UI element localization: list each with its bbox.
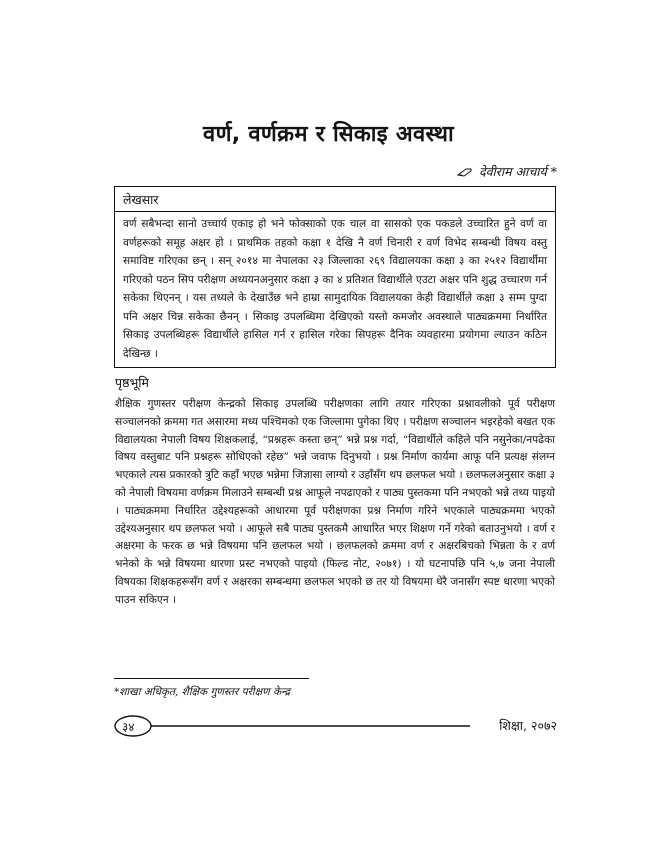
author-line bbox=[457, 163, 557, 180]
background-heading: पृष्ठभूमि bbox=[115, 375, 149, 390]
journal-name: शिक्षा, २०७२ bbox=[499, 718, 557, 733]
abstract-heading: लेखसार bbox=[123, 192, 159, 207]
page-number: ३४ bbox=[122, 720, 135, 734]
author-name: देवीराम आचार्य * bbox=[478, 164, 557, 179]
background-body: शैक्षिक गुणस्तर परीक्षण केन्द्रको सिकाइ उपलब्धि परीक्षणका लागि तयार गरिएका प्रश्नावलीको पूर्व परीक्षण सञ्चालनको क्रममा गत असारमा मध्य पश्चिमको एक जिल्लामा पुगेका थिए । परीक्षण सञ्चालन भइरहेको बखत एक विद्यालयका नेपाली विषय शिक्षकलाई, “प्रश्नहरू कस्ता छन्” भन्ने प्रश्न गर्दा, “विद्यार्थीले कहिले पनि नसुनेका/नपढेका विषय वस्तुबाट पनि प्रश्नहरू सोधिएको रहेछ” भन्ने जवाफ दिनुभयो । प्रश्न निर्माण कार्यमा आफू पनि प्रत्यक्ष संलग्न भएकाले त्यस प्रकारको त्रुटि कहाँ भएछ भन्नेमा जिज्ञासा लाग्यो र उहाँसँग थप छलफल भयो । छलफलअनुसार कक्षा ३ को नेपाली विषयमा वर्णक्रम मिलाउने सम्बन्धी प्रश्न आफूले नपढाएको र पाठ्य पुस्तकमा पनि नभएको भन्ने तथ्य पाइयो । पाठ्यक्रममा निर्धारित उद्देश्यहरूको आधारमा पूर्व परीक्षणका प्रश्न निर्माण गरिने भएकाले पाठ्यक्रममा भएको उद्देश्यअनुसार थप छलफल भयो । आफूले सबै पाठ्य पुस्तकमै आधारित भएर शिक्षण गर्ने गरेको बताउनुभयो । वर्ण र अक्षरमा के फरक छ भन्ने विषयमा पनि छलफल भयो । छलफलको क्रममा वर्ण र अक्षरबिचको भिन्नता के र वर्ण भनेको के भन्ने विषयमा धारणा प्रस्ट नभएको पाइयो (फिल्ड नोट, २०७१) । यो घटनापछि पनि ५,७ जना नेपाली विषयका शिक्षकहरूसँग वर्ण र अक्षरका सम्बन्धमा छलफल भएको छ तर यो विषयमा धेरै जनासँग स्पष्ट धारणा भएको पाउन सकिएन । bbox=[115, 398, 555, 606]
pen-nib-icon bbox=[457, 167, 473, 177]
abstract-divider bbox=[115, 211, 555, 212]
abstract-box bbox=[114, 186, 556, 368]
footnote-divider bbox=[114, 678, 309, 679]
article-title: वर्ण, वर्णक्रम र सिकाइ अवस्था bbox=[203, 122, 454, 147]
page-footer bbox=[0, 712, 657, 742]
abstract-body: वर्ण सबैभन्दा सानो उच्चार्य एकाइ हो भने फोक्साको एक चाल वा सासको एक पकडले उच्चारित हुने वर्ण वा वर्णहरूको समूह अक्षर हो । प्राथमिक तहको कक्षा १ देखि नै वर्ण चिनारी र वर्ण विभेद सम्बन्धी विषय वस्तु समाविष्ट गरिएका छन् । सन् २०१४ मा नेपालका २३ जिल्लाका २६९ विद्यालयका कक्षा ३ का २५१२ विद्यार्थीमा गरिएको पठन सिप परीक्षण अध्ययनअनुसार कक्षा ३ का ४ प्रतिशत विद्यार्थीले एउटा अक्षर पनि शुद्ध उच्चारण गर्न सकेका थिएनन् । यस तथ्यले के देखाउँछ भने हाम्रा सामुदायिक विद्यालयका केही विद्यार्थीले कक्षा ३ सम्म पुग्दा पनि अक्षर चिन्न सकेका छैनन् । सिकाइ उपलब्धिमा देखिएको यस्तो कमजोर अवस्थाले पाठ्यक्रममा निर्धारित सिकाइ उपलब्धिहरू विद्यार्थीले हासिल गर्न र हासिल गरेका सिपहरू दैनिक व्यवहारमा प्रयोगमा ल्याउन कठिन देखिन्छ । bbox=[123, 218, 547, 360]
footnote: *शाखा अधिकृत, शैक्षिक गुणस्तर परीक्षण केन्द्र bbox=[114, 686, 290, 698]
footer-rule bbox=[0, 712, 657, 742]
